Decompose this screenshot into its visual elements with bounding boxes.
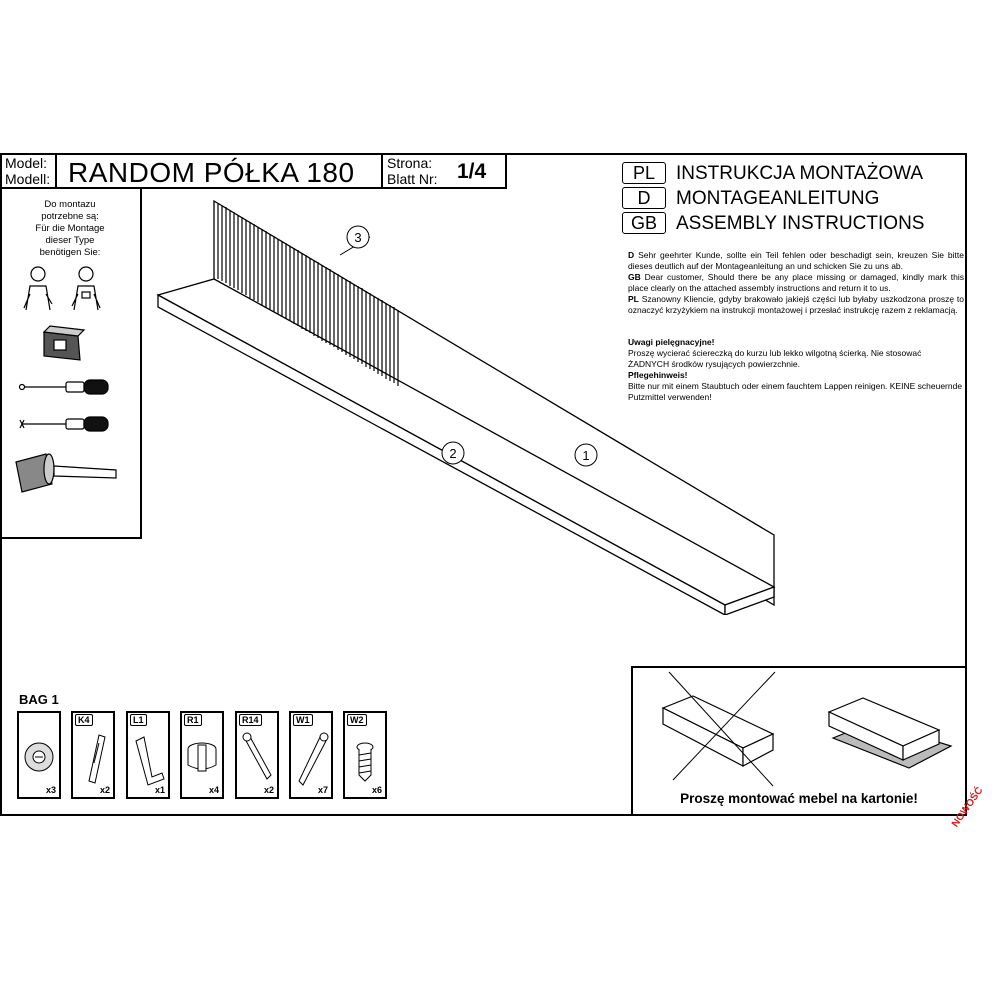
- connector-bolt-icon: [237, 723, 277, 793]
- required-tools-caption: [0, 199, 140, 259]
- correct-assembly-drawing: [829, 698, 951, 768]
- two-people-icon: [24, 267, 100, 310]
- tools-line-3: Für die Montage: [35, 223, 105, 234]
- notice-text-d: Sehr geehrter Kunde, sollte ein Teil fehlen oder beschadigt sein, kreuzen Sie bitte dieses deutlich auf der Montageanleitung an und schicken Sie zu uns ab.: [628, 250, 964, 271]
- part-code: R1: [184, 714, 202, 726]
- short-screw-icon: [345, 723, 385, 793]
- part-callout-3: [347, 226, 369, 248]
- notice-text-gb: Dear customer, Should there be any place missing or damaged, kindly mark this place clearly on the attached assembly instructions and return it to us.: [628, 272, 964, 293]
- lang-title-d: MONTAGEANLEITUNG: [676, 188, 880, 209]
- lang-code-pl: PL: [622, 162, 666, 184]
- model-label-de: Modell:: [5, 171, 51, 187]
- hardware-part-w2: [343, 711, 387, 799]
- cardboard-warning-text: Proszę montować mebel na kartonie!: [680, 791, 918, 806]
- part-qty: x1: [154, 785, 165, 795]
- tools-line-4: dieser Type: [45, 235, 95, 246]
- page-number: 1/4: [457, 160, 487, 183]
- part-qty: x3: [45, 785, 56, 795]
- tools-line-1: Do montazu: [44, 199, 96, 210]
- tools-line-5: benötigen Sie:: [39, 247, 101, 258]
- lang-code-gb: GB: [622, 212, 666, 234]
- mallet-icon: [16, 454, 116, 492]
- tools-illustration: [0, 264, 140, 564]
- part-code: K4: [75, 714, 93, 726]
- notice-code-gb: GB: [628, 272, 641, 282]
- wood-screw-icon: [291, 723, 331, 793]
- hardware-part-l1: [126, 711, 170, 799]
- required-tools-panel: [0, 189, 142, 539]
- notice-code-d: D: [628, 250, 635, 260]
- wrong-assembly-drawing: [663, 672, 775, 786]
- page-label-de: Blatt Nr:: [387, 171, 438, 187]
- model-header: [0, 153, 507, 189]
- hardware-part-cam-lock: [17, 711, 61, 799]
- care-text-de: Bitte nur mit einem Staubtuch oder einem fauchtem Lappen reinigen. KEINE scheuernde Putzmittel verwenden!: [628, 381, 963, 402]
- part-code: R14: [239, 714, 262, 726]
- model-title: RANDOM PÓŁKA 180: [68, 157, 355, 188]
- part-qty: x2: [99, 785, 110, 795]
- model-label-pl: Model:: [5, 155, 48, 171]
- cardboard-illustration: [633, 668, 965, 788]
- hardware-part-r14: [235, 711, 279, 799]
- care-text-pl: Proszę wycierać ściereczką do kurzu lub lekko wilgotną ścierką. Nie stosować ŻADNYCH środków rysujących powierzchnie.: [628, 348, 922, 369]
- part-qty: x2: [263, 785, 274, 795]
- lang-code-d: D: [622, 187, 666, 209]
- hardware-part-k4: [71, 711, 115, 799]
- tools-line-2: potrzebne są:: [41, 211, 99, 222]
- flathead-screwdriver-icon: [20, 380, 109, 394]
- notice-text-pl: Szanowny Kliencie, gdyby brakowało jakiejś części lub byłaby uszkodzona proszę to oznaczyć krzyżykiem na instrukcji montażowej i przesłać instrukcję razem z reklamacją.: [628, 294, 964, 315]
- bag-title: BAG 1: [19, 692, 59, 707]
- lang-title-gb: ASSEMBLY INSTRUCTIONS: [676, 213, 925, 234]
- cam-connector-icon: [182, 723, 222, 793]
- part-number-3: 3: [354, 230, 362, 245]
- part-code: W2: [347, 714, 367, 726]
- part-number-2: 2: [449, 446, 457, 461]
- part-code: L1: [130, 714, 147, 726]
- shelf-top-surface: [158, 279, 774, 605]
- hardware-part-w1: [289, 711, 333, 799]
- part-code: W1: [293, 714, 313, 726]
- phillips-screwdriver-icon: [20, 417, 108, 431]
- shelf-exploded-diagram: [150, 195, 790, 615]
- notice-code-pl: PL: [628, 294, 639, 304]
- cam-lock-icon: [19, 723, 59, 793]
- title-cell: [2, 155, 383, 187]
- part-number-1: 1: [582, 448, 590, 463]
- part-callout-1: [575, 444, 597, 466]
- care-title-de: Pflegehinweis!: [628, 370, 688, 380]
- allen-key-icon: [128, 723, 168, 793]
- care-title-pl: Uwagi pielęgnacyjne!: [628, 337, 715, 347]
- lang-title-pl: INSTRUKCJA MONTAŻOWA: [676, 163, 923, 184]
- wooden-dowel-icon: [73, 723, 113, 793]
- part-qty: x4: [208, 785, 219, 795]
- new-badge: NOWOŚĆ: [950, 785, 986, 830]
- lang-row-pl: [622, 162, 923, 185]
- part-qty: x7: [317, 785, 328, 795]
- page-label-pl: Strona:: [387, 155, 433, 171]
- cardboard-warning-box: [631, 666, 967, 816]
- part-callout-2: [442, 442, 464, 464]
- hardware-part-r1: [180, 711, 224, 799]
- tape-measure-icon: [44, 326, 84, 360]
- part-qty: x6: [371, 785, 382, 795]
